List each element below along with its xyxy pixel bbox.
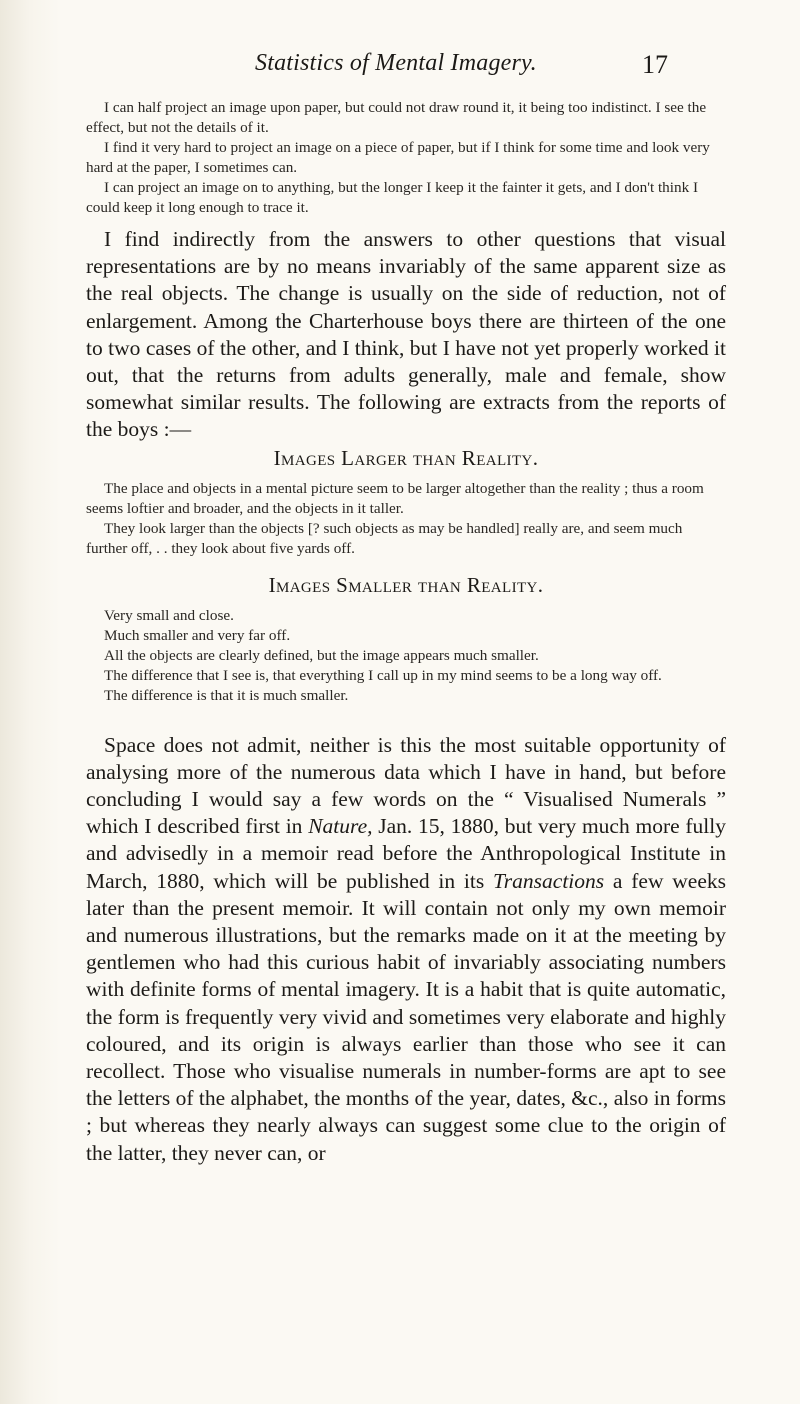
page-body <box>86 98 726 1167</box>
quotes-larger <box>86 479 726 559</box>
section-heading-smaller: Images Smaller than Reality. <box>268 572 544 597</box>
page-number: 17 <box>642 50 668 79</box>
text-run: Space does not admit, neither is this the most suitable opportunity of analysing more of the numerous data which I have in hand, but before concluding I would say a few words on the “ Visualised Numerals ” which I described first in <box>86 732 726 839</box>
page-header <box>0 50 800 90</box>
quote: They look larger than the objects [? such objects as may be handled] really are, and seem much further off, . . they look about five yards off. <box>86 519 683 557</box>
section-heading-larger: Images Larger than Reality. <box>273 445 539 470</box>
text-run: Jan. 15, 1880, but very much more fully and advisedly in a memoir read before the Anthropological Institute in March, 1880, which will be published in its <box>86 814 726 893</box>
quotes-top <box>86 98 726 218</box>
running-title: Statistics of Mental Imagery. <box>255 50 537 76</box>
quote: The difference is that it is much smaller. <box>104 686 349 704</box>
paragraph-size-of-images: I find indirectly from the answers to other questions that visual representations are by no means invariably of the same apparent size as the real objects. The change is usually on the side of reduction, not of enlargement. Among the Charterhouse boys there are thirteen of the one to two cases of the other, and I think, but I have not yet properly worked it out, that the returns from adults generally, male and female, show somewhat similar results. The following are extracts from the reports of the boys :— <box>86 227 726 442</box>
text-run: a few weeks later than the present memoir. It will contain not only my own memoir and numerous illustrations, but the remarks made on it at the meeting by gentlemen who had this curious habit of invariably associating numbers with definite forms of mental imagery. It is a habit that is quite automatic, the form is frequently very vivid and sometimes very elaborate and highly coloured, and its origin is always earlier than those who see it can recollect. Those who visualise numerals in number-forms are apt to see the letters of the alphabet, the months of the year, dates, &c., also in forms ; but whereas they nearly always can suggest some clue to the origin of the latter, they never can, or <box>86 868 726 1165</box>
quote: I can project an image on to anything, but the longer I keep it the fainter it gets, and I don't think I could keep it long enough to trace it. <box>86 179 699 216</box>
quote: I can half project an image upon paper, but could not draw round it, it being too indistinct. I see the effect, but not the details of it. <box>86 99 707 136</box>
quote: The difference that I see is, that everything I call up in my mind seems to be a long way off. <box>104 666 662 684</box>
journal-title-transactions: Transactions <box>493 868 605 893</box>
quote: Much smaller and very far off. <box>104 626 291 644</box>
quote: I find it very hard to project an image on a piece of paper, but if I think for some time and look very hard at the paper, I sometimes can. <box>86 139 710 176</box>
quote: Very small and close. <box>104 606 234 624</box>
journal-title-nature: Nature, <box>308 814 373 839</box>
paragraph-visualised-numerals <box>86 732 726 1167</box>
quote: The place and objects in a mental picture seem to be larger altogether than the reality ; thus a room seems loftier and broader, and the objects in it taller. <box>86 479 704 517</box>
quote: All the objects are clearly defined, but the image appears much smaller. <box>104 646 539 664</box>
quotes-smaller <box>86 606 726 706</box>
